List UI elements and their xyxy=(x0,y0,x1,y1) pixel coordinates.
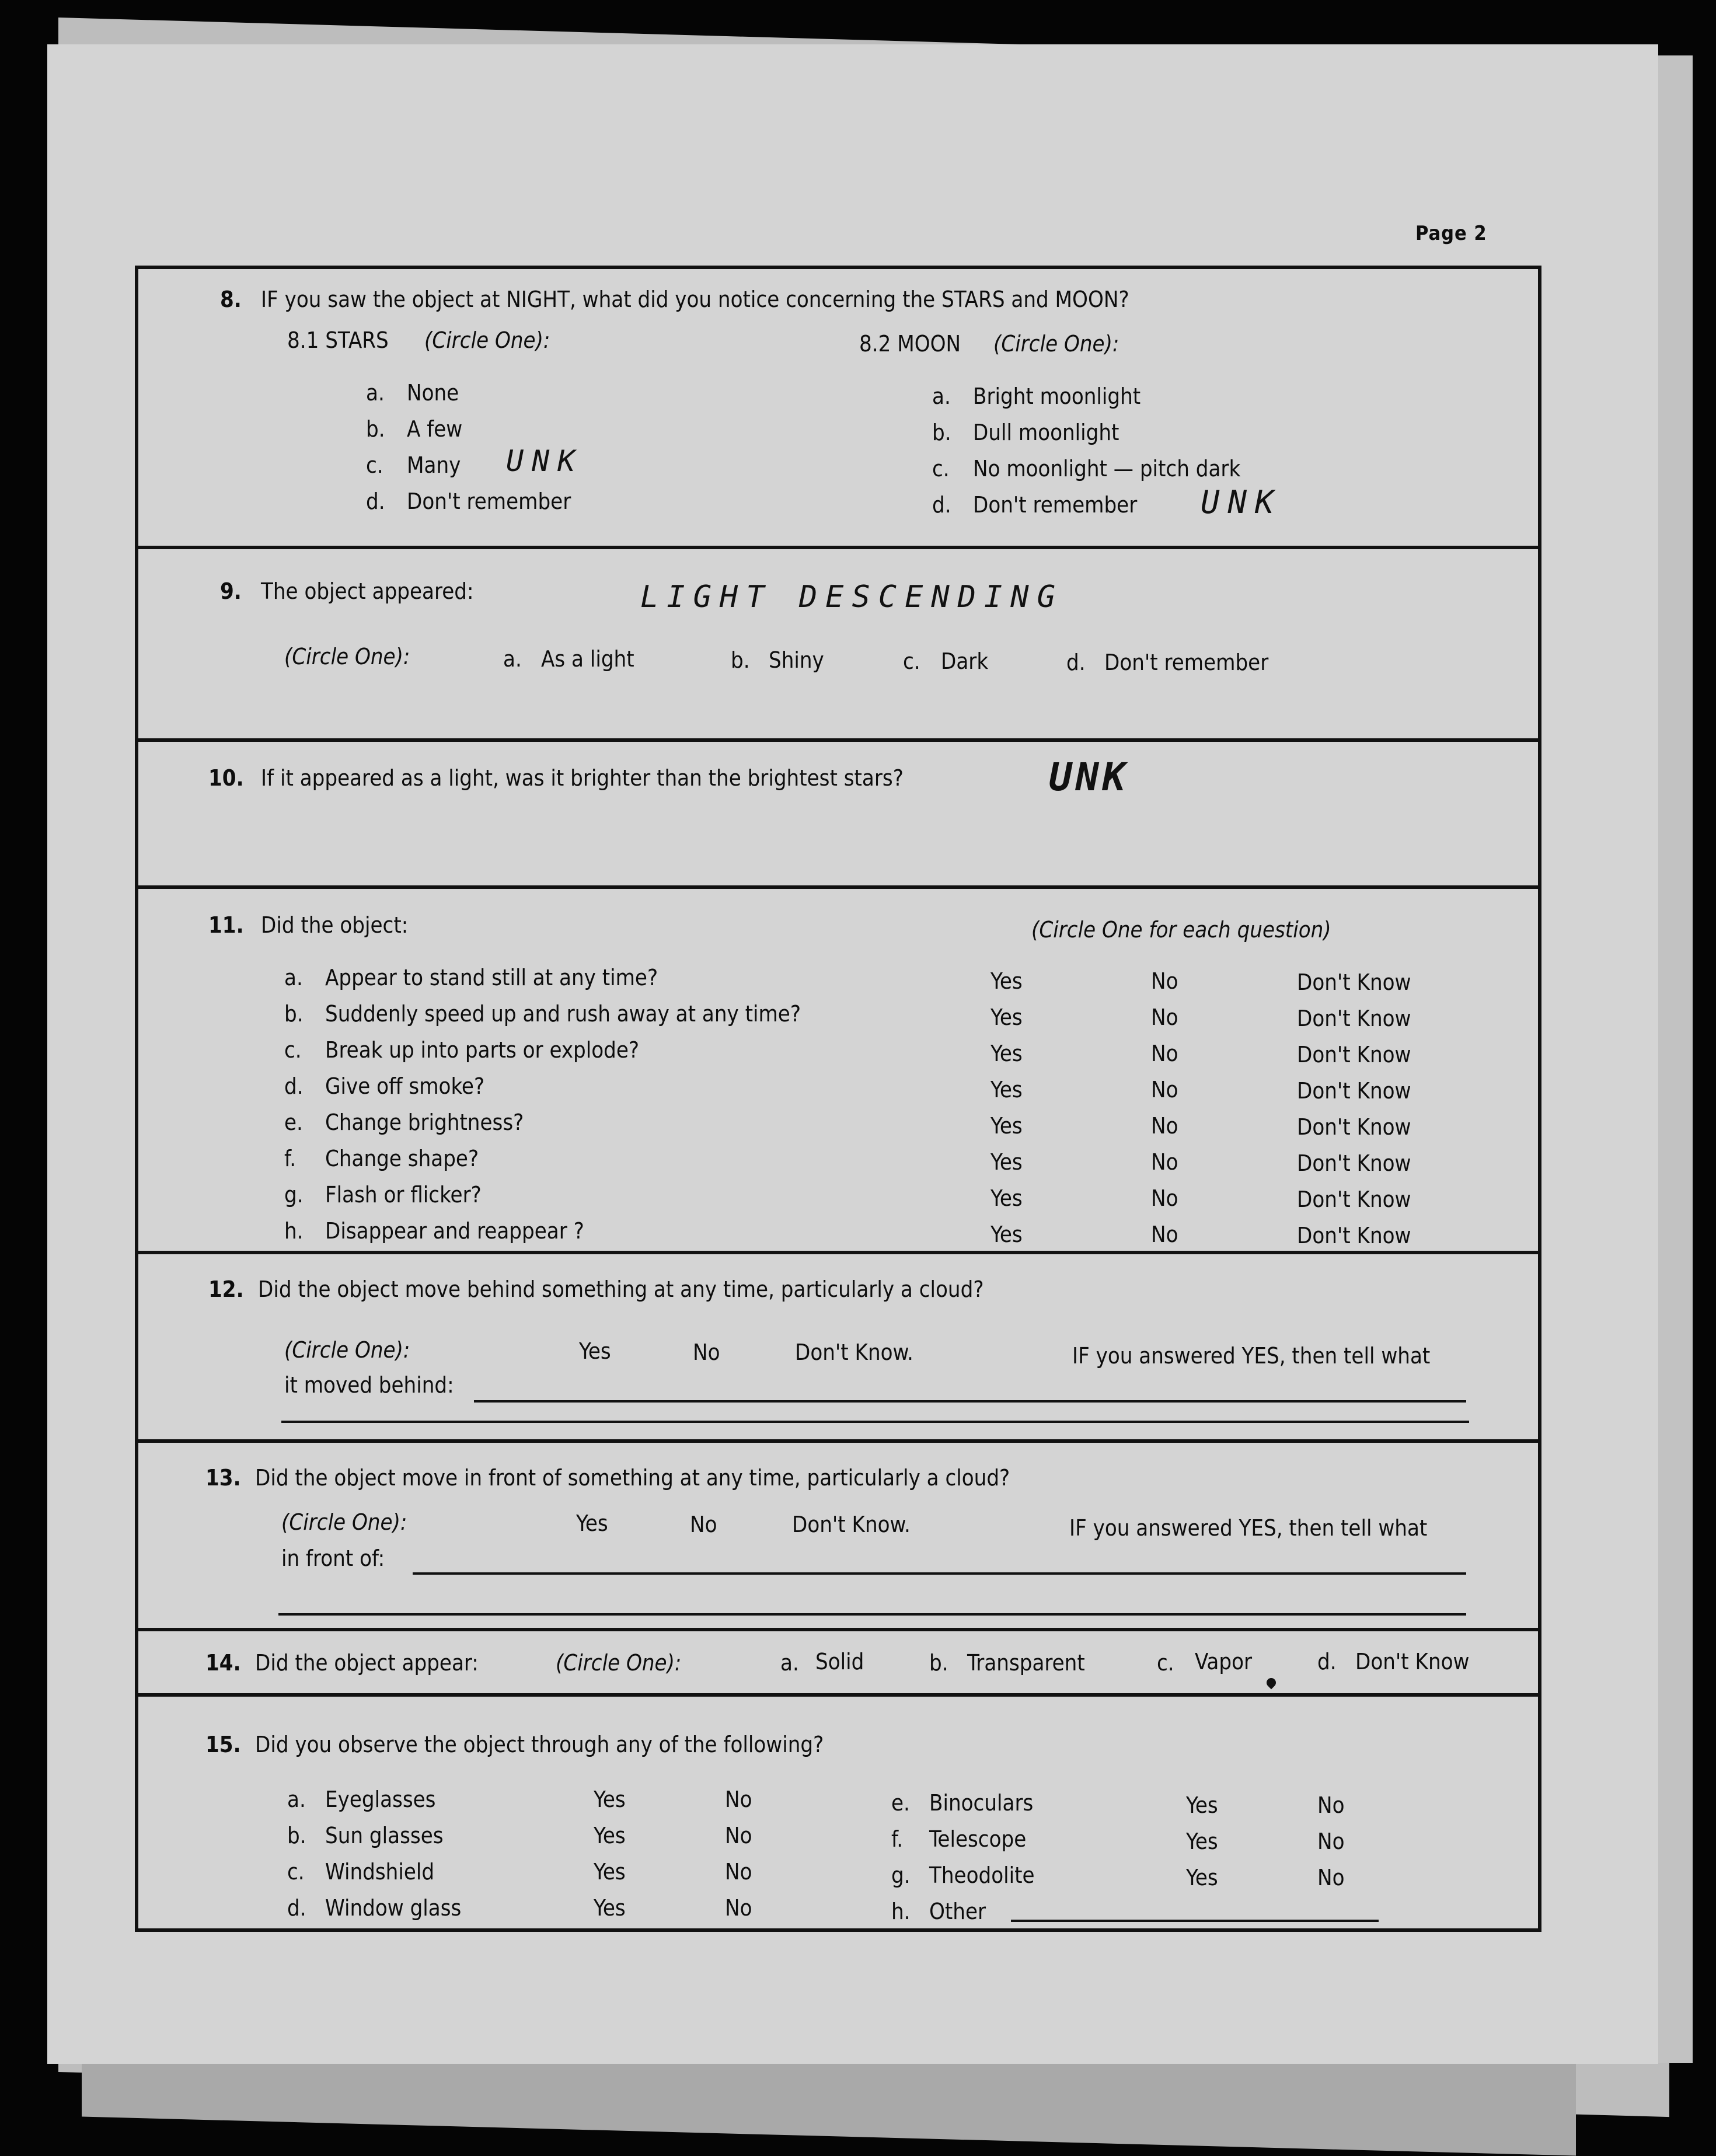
q12-dont-know[interactable]: Don't Know. xyxy=(795,1339,913,1365)
answer-no[interactable]: No xyxy=(1317,1829,1345,1854)
q14-text: Did the object appear: xyxy=(255,1650,479,1676)
moon-handwritten-answer: UNK xyxy=(1201,484,1282,521)
option-letter: d. xyxy=(1317,1649,1337,1674)
option-letter: a. xyxy=(780,1650,799,1676)
item-label: Windshield xyxy=(325,1859,435,1885)
item-label: Telescope xyxy=(929,1826,1027,1852)
answer-yes[interactable]: Yes xyxy=(594,1787,626,1812)
item-label: Eyeglasses xyxy=(325,1787,436,1812)
answer-yes[interactable]: Yes xyxy=(594,1823,626,1848)
q12-yes[interactable]: Yes xyxy=(579,1338,611,1364)
q13-followup: IF you answered YES, then tell what xyxy=(1069,1515,1428,1541)
answer-dont-know[interactable]: Don't Know xyxy=(1297,1223,1411,1248)
q12-instruction: (Circle One): xyxy=(284,1337,410,1363)
paper-shadow xyxy=(1658,55,1693,2063)
answer-yes[interactable]: Yes xyxy=(1186,1792,1218,1818)
item-letter: d. xyxy=(287,1895,306,1921)
answer-no[interactable]: No xyxy=(1151,1185,1178,1211)
item-letter: b. xyxy=(287,1823,306,1848)
option-letter: d. xyxy=(366,489,385,514)
q12-followup: IF you answered YES, then tell what xyxy=(1072,1343,1431,1369)
q12-text: Did the object move behind something at any time, particularly a cloud? xyxy=(258,1276,984,1302)
q11-number: 11. xyxy=(208,912,244,938)
option-label: Many xyxy=(407,452,461,478)
answer-yes[interactable]: Yes xyxy=(990,1077,1023,1103)
page-number: Page 2 xyxy=(1415,222,1487,245)
option-letter: d. xyxy=(1066,650,1086,675)
option-label: A few xyxy=(407,416,463,442)
answer-dont-know[interactable]: Don't Know xyxy=(1297,1150,1411,1176)
q11-instruction: (Circle One for each question) xyxy=(1031,917,1331,943)
stars-instruction: (Circle One): xyxy=(424,327,550,353)
option-letter: b. xyxy=(932,420,951,445)
answer-dont-know[interactable]: Don't Know xyxy=(1297,1114,1411,1140)
option-label: Shiny xyxy=(769,647,824,673)
q14-instruction: (Circle One): xyxy=(556,1650,682,1676)
moon-instruction: (Circle One): xyxy=(993,331,1119,357)
question-8 xyxy=(138,269,1538,549)
q12-answer-line[interactable] xyxy=(474,1400,1466,1403)
answer-no[interactable]: No xyxy=(725,1895,752,1921)
option-label: Dull moonlight xyxy=(973,420,1119,445)
option-letter: a. xyxy=(932,383,951,409)
questionnaire-form xyxy=(135,266,1541,1932)
q13-number: 13. xyxy=(205,1465,241,1491)
option-label: Solid xyxy=(815,1649,864,1674)
moon-heading: 8.2 MOON xyxy=(859,331,961,357)
answer-no[interactable]: No xyxy=(1151,1041,1178,1066)
item-letter: c. xyxy=(287,1859,305,1885)
option-label: None xyxy=(407,380,459,406)
q13-no[interactable]: No xyxy=(690,1512,717,1537)
item-label: Disappear and reappear ? xyxy=(325,1218,584,1244)
item-label: Give off smoke? xyxy=(325,1073,485,1099)
item-label: Binoculars xyxy=(929,1790,1034,1816)
item-letter: g. xyxy=(891,1862,911,1888)
q9-text: The object appeared: xyxy=(261,578,474,604)
item-label: Change shape? xyxy=(325,1146,479,1171)
q14-number: 14. xyxy=(205,1650,241,1676)
answer-no[interactable]: No xyxy=(1317,1792,1345,1818)
q9-instruction: (Circle One): xyxy=(284,644,410,669)
answer-yes[interactable]: Yes xyxy=(1186,1865,1218,1890)
q12-number: 12. xyxy=(208,1276,244,1302)
option-label: Transparent xyxy=(967,1650,1085,1676)
q9-number: 9. xyxy=(220,578,242,604)
item-label: Appear to stand still at any time? xyxy=(325,965,658,990)
q8-text: IF you saw the object at NIGHT, what did you notice concerning the STARS and MOON? xyxy=(261,287,1129,312)
item-label: Break up into parts or explode? xyxy=(325,1037,640,1063)
option-letter: c. xyxy=(366,452,383,478)
item-letter: a. xyxy=(284,965,303,990)
item-label: Theodolite xyxy=(929,1862,1035,1888)
q12-no[interactable]: No xyxy=(693,1339,720,1365)
q10-text: If it appeared as a light, was it brighter than the brightest stars? xyxy=(261,765,904,791)
q15-other-line[interactable] xyxy=(1011,1920,1379,1922)
option-letter: c. xyxy=(932,456,950,482)
item-letter: g. xyxy=(284,1182,304,1208)
answer-dont-know[interactable]: Don't Know xyxy=(1297,1006,1411,1031)
q11-text: Did the object: xyxy=(261,912,409,938)
option-letter: b. xyxy=(366,416,385,442)
answer-dont-know[interactable]: Don't Know xyxy=(1297,969,1411,995)
answer-yes[interactable]: Yes xyxy=(990,1222,1023,1247)
option-letter: a. xyxy=(366,380,385,406)
question-10 xyxy=(138,742,1538,889)
answer-yes[interactable]: Yes xyxy=(990,1113,1023,1139)
answer-no[interactable]: No xyxy=(1151,1077,1178,1103)
answer-no[interactable]: No xyxy=(725,1787,752,1812)
answer-no[interactable]: No xyxy=(1317,1865,1345,1890)
answer-no[interactable]: No xyxy=(725,1859,752,1885)
option-label: Don't remember xyxy=(1104,650,1269,675)
question-11 xyxy=(138,889,1538,1254)
item-label: Window glass xyxy=(325,1895,462,1921)
option-letter: b. xyxy=(929,1650,948,1676)
option-label: No moonlight — pitch dark xyxy=(973,456,1241,482)
answer-yes[interactable]: Yes xyxy=(594,1859,626,1885)
option-label: Dark xyxy=(941,648,989,674)
q10-handwritten-answer: UNK xyxy=(1049,755,1129,800)
item-label: Change brightness? xyxy=(325,1110,524,1135)
option-label: Bright moonlight xyxy=(973,383,1141,409)
stars-handwritten-answer: UNK xyxy=(506,444,584,478)
answer-no[interactable]: No xyxy=(1151,1004,1178,1030)
q13-instruction: (Circle One): xyxy=(281,1509,407,1535)
answer-no[interactable]: No xyxy=(1151,1222,1178,1247)
question-9 xyxy=(138,549,1538,742)
q12-answer-line-2[interactable] xyxy=(281,1421,1469,1423)
q10-number: 10. xyxy=(208,765,244,791)
answer-no[interactable]: No xyxy=(1151,968,1178,994)
option-letter: a. xyxy=(503,646,522,672)
answer-yes[interactable]: Yes xyxy=(990,968,1023,994)
item-letter: h. xyxy=(284,1218,304,1244)
answer-no[interactable]: No xyxy=(725,1823,752,1848)
item-label: Other xyxy=(929,1899,986,1924)
answer-no[interactable]: No xyxy=(1151,1113,1178,1139)
question-13 xyxy=(138,1443,1538,1631)
option-letter: c. xyxy=(903,648,920,674)
q13-yes[interactable]: Yes xyxy=(576,1510,608,1536)
option-letter: c. xyxy=(1157,1650,1174,1676)
answer-no[interactable]: No xyxy=(1151,1149,1178,1175)
answer-yes[interactable]: Yes xyxy=(990,1185,1023,1211)
item-letter: e. xyxy=(891,1790,910,1816)
stars-heading: 8.1 STARS xyxy=(287,327,389,353)
item-letter: d. xyxy=(284,1073,304,1099)
q13-followup-label: in front of: xyxy=(281,1546,385,1571)
q13-answer-line-2[interactable] xyxy=(278,1613,1466,1616)
answer-yes[interactable]: Yes xyxy=(594,1895,626,1921)
answer-yes[interactable]: Yes xyxy=(1186,1829,1218,1854)
answer-dont-know[interactable]: Don't Know xyxy=(1297,1187,1411,1212)
ink-mark xyxy=(1265,1676,1278,1690)
answer-dont-know[interactable]: Don't Know xyxy=(1297,1078,1411,1104)
option-label: Don't remember xyxy=(973,492,1138,518)
q13-answer-line[interactable] xyxy=(413,1572,1466,1575)
answer-yes[interactable]: Yes xyxy=(990,1149,1023,1175)
option-label: Don't Know xyxy=(1355,1649,1470,1674)
item-letter: f. xyxy=(891,1826,904,1852)
answer-yes[interactable]: Yes xyxy=(990,1041,1023,1066)
option-letter: b. xyxy=(731,647,750,673)
q13-dont-know[interactable]: Don't Know. xyxy=(792,1512,911,1537)
option-letter: d. xyxy=(932,492,951,518)
item-letter: f. xyxy=(284,1146,297,1171)
option-label: Don't remember xyxy=(407,489,571,514)
item-letter: b. xyxy=(284,1001,304,1027)
item-label: Suddenly speed up and rush away at any time? xyxy=(325,1001,801,1027)
option-label: Vapor xyxy=(1195,1649,1253,1674)
answer-dont-know[interactable]: Don't Know xyxy=(1297,1042,1411,1067)
option-label: As a light xyxy=(541,646,634,672)
q13-text: Did the object move in front of something at any time, particularly a cloud? xyxy=(255,1465,1010,1491)
q15-text: Did you observe the object through any of the following? xyxy=(255,1732,824,1757)
question-15 xyxy=(138,1697,1538,1930)
item-letter: c. xyxy=(284,1037,302,1063)
q12-followup-label: it moved behind: xyxy=(284,1372,454,1398)
question-12 xyxy=(138,1254,1538,1443)
q8-number: 8. xyxy=(220,287,242,312)
q9-handwritten-answer: LIGHT DESCENDING xyxy=(640,580,1063,615)
item-letter: a. xyxy=(287,1787,306,1812)
answer-yes[interactable]: Yes xyxy=(990,1004,1023,1030)
item-label: Flash or flicker? xyxy=(325,1182,482,1208)
q15-number: 15. xyxy=(205,1732,241,1757)
item-letter: e. xyxy=(284,1110,303,1135)
item-label: Sun glasses xyxy=(325,1823,444,1848)
item-letter: h. xyxy=(891,1899,911,1924)
question-14 xyxy=(138,1631,1538,1697)
